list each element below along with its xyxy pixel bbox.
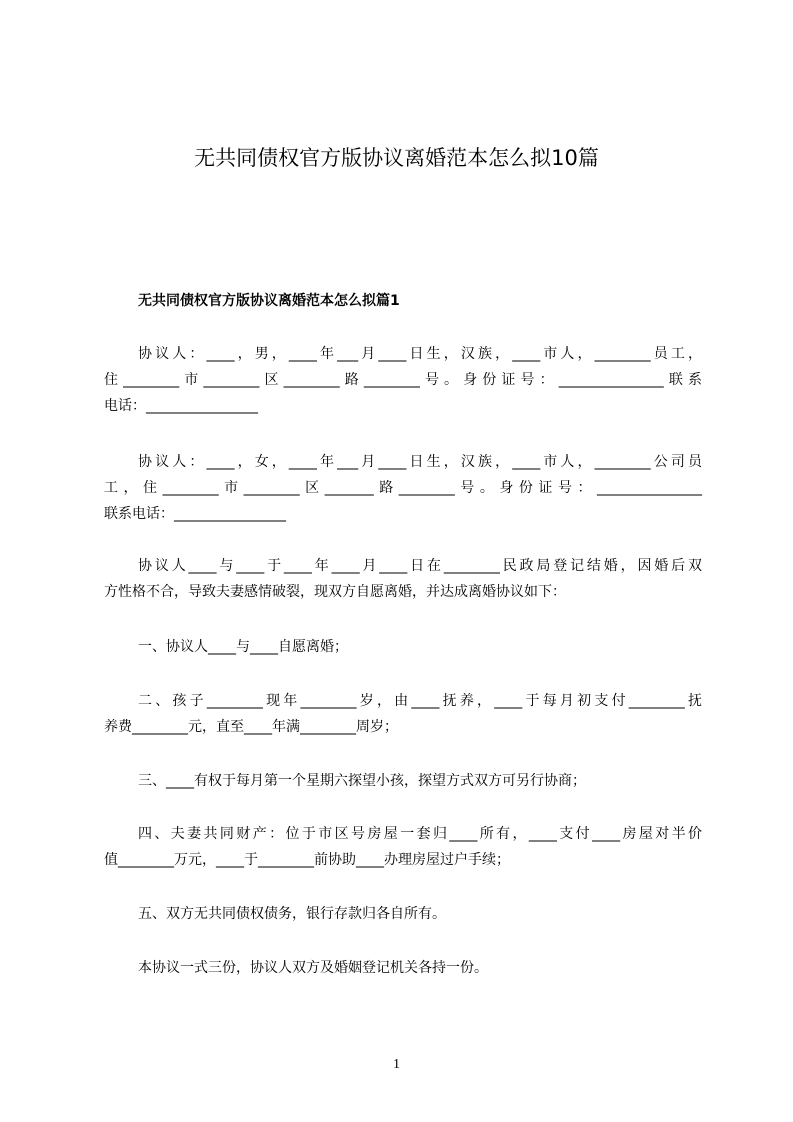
paragraph-line: 联系电话：________________ <box>104 506 286 522</box>
paragraph-line: 一、协议人____与____自愿离婚； <box>138 639 348 655</box>
paragraph-line: 三、____有权于每月第一个星期六探望小孩，探望方式双方可另行协商； <box>138 773 586 789</box>
paragraph-line: 四、夫妻共同财产：位于市区号房屋一套归____所有，____支付____房屋对半价 <box>138 826 702 842</box>
paragraph-line: 本协议一式三份，协议人双方及婚姻登记机关各持一份。 <box>138 960 488 976</box>
paragraph-line: 协议人____与____于____年____月____日在________民政局登记结婚，因婚后双 <box>138 558 702 574</box>
closing-paragraph <box>104 955 702 981</box>
clause-3 <box>104 768 702 794</box>
paragraph-line: 协议人：____，男，____年___月____日生，汉族，____市人，________员工， <box>138 346 702 362</box>
clause-1 <box>104 634 702 660</box>
paragraph-line: 住________市________区________路________号。身份证号：_______________联系 <box>104 372 702 388</box>
paragraph-line: 五、双方无共同债权债务，银行存款归各自所有。 <box>138 906 446 922</box>
paragraph-line: 工，住________市________区_______路________号。身份证号：_______________ <box>104 480 702 496</box>
paragraph-line: 方性格不合，导致夫妻感情破裂，现双方自愿离婚，并达成离婚协议如下： <box>104 584 566 600</box>
marriage-paragraph <box>104 553 702 605</box>
paragraph-line: 二、孩子________现年________岁，由____抚养，____于每月初支付________抚 <box>138 693 702 709</box>
paragraph-line: 养费________元，直至____年满________周岁； <box>104 719 398 735</box>
paragraph-line: 值________万元，____于________前协助____办理房屋过户手续； <box>104 852 510 868</box>
party-2-paragraph <box>104 449 702 527</box>
section-heading: 无共同债权官方版协议离婚范本怎么拟篇1 <box>138 293 400 309</box>
clause-2 <box>104 688 702 740</box>
paragraph-line: 协议人：____，女，____年___月____日生，汉族，____市人，________公司员 <box>138 454 702 470</box>
paragraph-line: 电话：________________ <box>104 398 258 414</box>
clause-5 <box>104 901 702 927</box>
document-title: 无共同债权官方版协议离婚范本怎么拟10篇 <box>194 146 599 170</box>
page-number: 1 <box>393 1057 400 1072</box>
party-1-paragraph <box>104 341 702 419</box>
clause-4 <box>104 821 702 873</box>
